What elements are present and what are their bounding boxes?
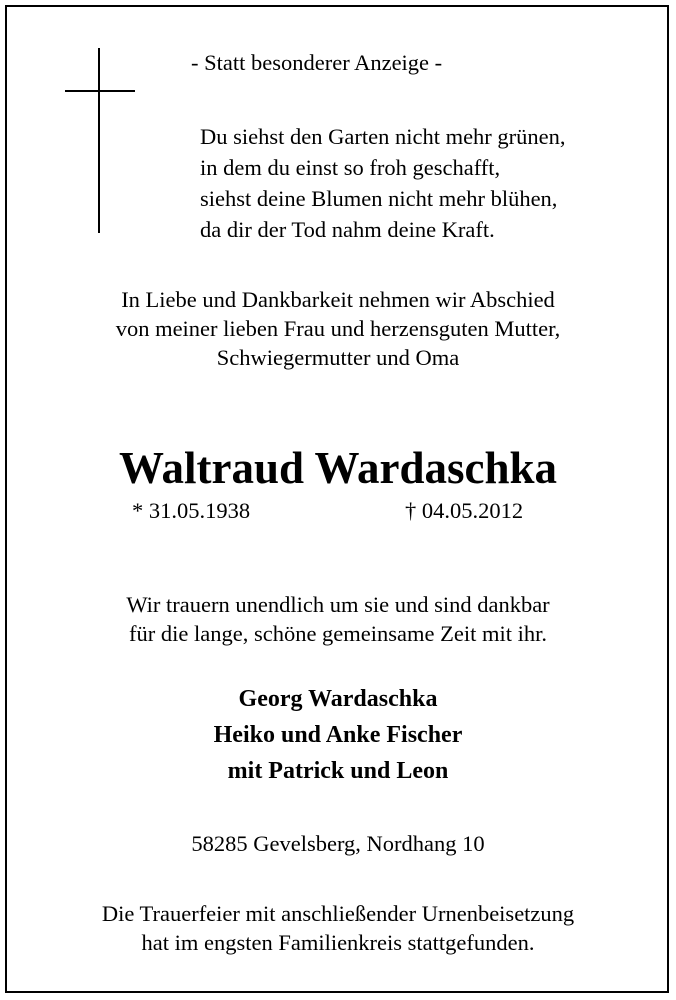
death-date: † 04.05.2012: [405, 498, 524, 523]
intro-line: von meiner lieben Frau und herzensguten Mutter,: [115, 316, 561, 341]
cross-horizontal-bar: [65, 90, 135, 92]
mourning-line: Wir trauern unendlich um sie und sind dankbar: [126, 592, 550, 617]
poem-line: da dir der Tod nahm deine Kraft.: [200, 217, 495, 242]
cross-vertical-bar: [98, 48, 100, 233]
family-line: Heiko und Anke Fischer: [213, 722, 463, 748]
family-line: mit Patrick und Leon: [227, 758, 449, 784]
poem-line: siehst deine Blumen nicht mehr blühen,: [200, 186, 558, 211]
birth-date: * 31.05.1938: [132, 498, 251, 523]
notice-header: - Statt besonderer Anzeige -: [191, 50, 443, 75]
poem-line: in dem du einst so froh geschafft,: [200, 155, 501, 180]
intro-line: In Liebe und Dankbarkeit nehmen wir Abschied: [121, 287, 555, 312]
family-line: Georg Wardaschka: [238, 686, 438, 712]
deceased-name: Waltraud Wardaschka: [118, 443, 558, 493]
funeral-line: hat im engsten Familienkreis stattgefunden.: [141, 930, 535, 955]
intro-line: Schwiegermutter und Oma: [216, 345, 460, 370]
address: 58285 Gevelsberg, Nordhang 10: [191, 831, 485, 856]
mourning-line: für die lange, schöne gemeinsame Zeit mit ihr.: [129, 621, 547, 646]
funeral-line: Die Trauerfeier mit anschließender Urnenbeisetzung: [101, 901, 575, 926]
poem-line: Du siehst den Garten nicht mehr grünen,: [200, 124, 566, 149]
